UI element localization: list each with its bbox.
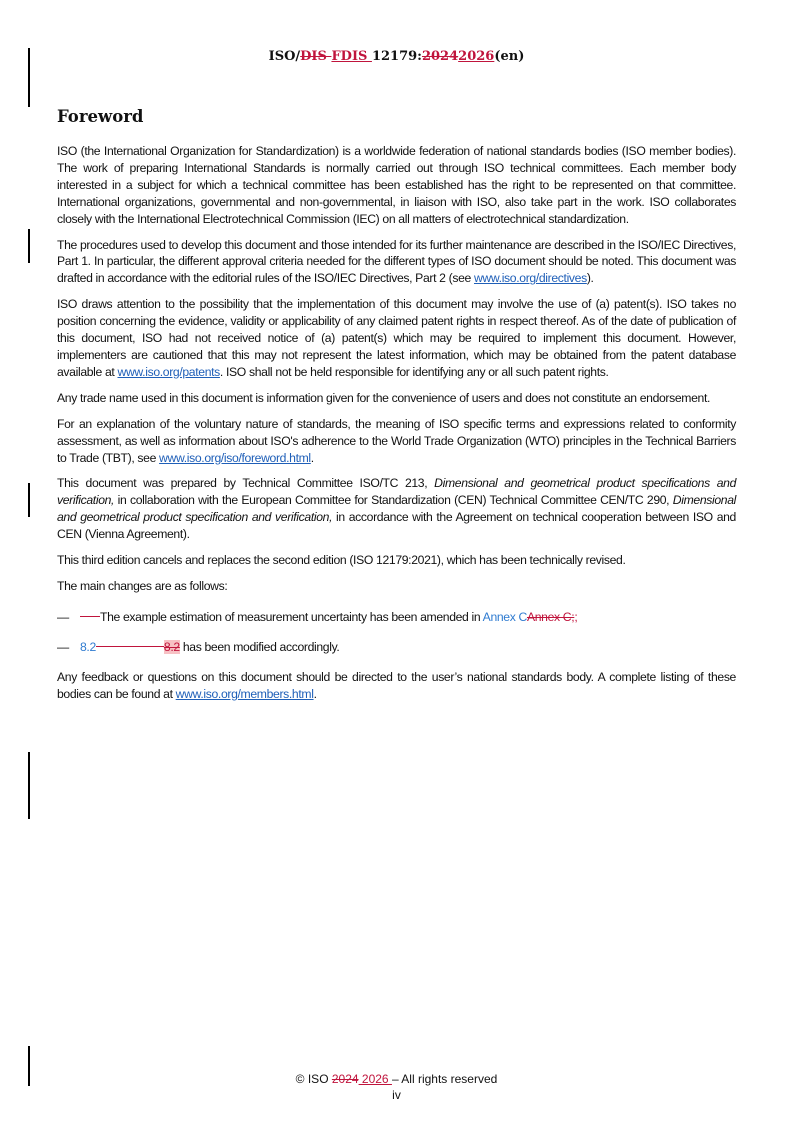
members-link[interactable]: www.iso.org/members.html bbox=[175, 686, 314, 701]
change-text bbox=[80, 609, 577, 626]
deleted-stage: DIS bbox=[300, 49, 332, 64]
paragraph-prepared-by bbox=[57, 475, 736, 543]
paragraph-text: This document was prepared by Technical Committee ISO/TC 213, bbox=[57, 476, 435, 491]
change-bar bbox=[28, 229, 30, 263]
paragraph-voluntary-nature bbox=[57, 416, 736, 467]
paragraph-text: For an explanation of the voluntary nature of standards, the meaning of ISO specific terms and expressions related to conformity assessment, as well as information about ISO's adherence to the World Trade Organization (WTO) principles in the Technical Barriers to Trade (TBT), see bbox=[57, 416, 736, 465]
paragraph-text: in accordance with the Agreement on technical cooperation between ISO and CEN (Vienna Agreement). bbox=[57, 510, 736, 542]
committee-title: Dimensional and geometrical product specifications and verification, bbox=[57, 476, 736, 508]
footer-deleted-year: 2024 bbox=[331, 1072, 359, 1086]
footer-inserted-year: 2026 bbox=[358, 1072, 392, 1086]
paragraph-edition: This third edition cancels and replaces the second edition (ISO 12179:2021), which has been technically revised. bbox=[57, 553, 626, 568]
paragraph-text: . bbox=[310, 450, 314, 465]
paragraph-text: ISO draws attention to the possibility that the implementation of this document may involve the use of (a) patent(s). ISO takes no position concerning the evidence, validity or applicability of any claimed patent rights in respect thereof. As of the date of publication of this document, ISO had not received notice of (a) patent(s) which may be required to implement this document. However, implementers are cautioned that this may not represent the latest information, which may be obtained from the patent database available at bbox=[57, 297, 736, 379]
deleted-annex-ref: Annex C; bbox=[526, 609, 575, 624]
paragraph-procedures bbox=[57, 237, 736, 288]
paragraph-text: ). bbox=[586, 271, 594, 286]
copyright-symbol: © bbox=[295, 1072, 305, 1086]
patents-link[interactable]: www.iso.org/patents bbox=[117, 364, 220, 379]
header-suffix: (en) bbox=[494, 49, 525, 64]
change-bar bbox=[28, 752, 30, 819]
paragraph-text: The example estimation of measurement uncertainty has been amended in bbox=[100, 609, 483, 624]
deleted-clause-ref: 8.2 bbox=[163, 639, 180, 654]
paragraph-text: The procedures used to develop this document and those intended for its further maintenance are described in the ISO/IEC Directives, Part 1. In particular, the different approval criteria needed for the different types of ISO document should be noted. This document was drafted in accordance with the editorial rules of the ISO/IEC Directives, Part 2 (see bbox=[57, 237, 736, 286]
paragraph-text: Any feedback or questions on this document should be directed to the user’s national standards body. A complete listing of these bodies can be found at bbox=[57, 669, 736, 701]
page-number: iv bbox=[392, 1088, 401, 1102]
rights-text: – All rights reserved bbox=[391, 1072, 498, 1086]
paragraph-text: has been modified accordingly. bbox=[179, 639, 340, 654]
paragraph-text: in collaboration with the European Committee for Standardization (CEN) Technical Committee CEN/TC 290, bbox=[114, 493, 673, 508]
change-bar bbox=[28, 483, 30, 517]
paragraph-feedback bbox=[57, 669, 736, 703]
inserted-year: 2026 bbox=[458, 49, 495, 64]
committee-title: Dimensional and geometrical product specification and verification, bbox=[57, 493, 736, 525]
dash-bullet: — bbox=[57, 639, 69, 654]
foreword-link[interactable]: www.iso.org/iso/foreword.html bbox=[159, 450, 311, 465]
deleted-space bbox=[80, 616, 100, 617]
inserted-stage: FDIS bbox=[331, 49, 372, 64]
paragraph-text: . bbox=[313, 686, 317, 701]
annex-c-link[interactable]: Annex C bbox=[482, 609, 527, 624]
document-header bbox=[0, 49, 793, 64]
paragraph-main-changes: The main changes are as follows: bbox=[57, 578, 228, 593]
copyright-line bbox=[0, 1071, 793, 1087]
foreword-body bbox=[57, 143, 736, 711]
paragraph-trade-name: Any trade name used in this document is information given for the convenience of users and does not constitute an endorsement. bbox=[57, 390, 711, 405]
dash-bullet: — bbox=[57, 609, 69, 624]
paragraph-text: . ISO shall not be held responsible for identifying any or all such patent rights. bbox=[219, 364, 609, 379]
section-title: Foreword bbox=[57, 107, 144, 126]
footer-iso: ISO bbox=[304, 1072, 332, 1086]
deleted-space bbox=[96, 646, 164, 647]
page-footer bbox=[0, 1071, 793, 1103]
header-prefix: ISO/ bbox=[268, 49, 301, 64]
clause-8-2-link[interactable]: 8.2 bbox=[80, 639, 96, 654]
change-list-item bbox=[57, 609, 736, 626]
change-list-item bbox=[57, 639, 736, 656]
change-text bbox=[80, 639, 339, 656]
header-number: 12179: bbox=[371, 49, 422, 64]
paragraph-iso-intro: ISO (the International Organization for Standardization) is a worldwide federation of national standards bodies (ISO member bodies). The work of preparing International Standards is normally carried out through ISO technical committees. Each member body interested in a subject for which a technical committee has been established has the right to be represented on that committee. International organizations, governmental and non-governmental, in liaison with ISO, also take part in the work. ISO collaborates closely with the International Electrotechnical Commission (IEC) on all matters of electrotechnical standardization. bbox=[57, 144, 736, 226]
paragraph-patents bbox=[57, 296, 736, 381]
directives-link[interactable]: www.iso.org/directives bbox=[473, 271, 587, 286]
deleted-year: 2024 bbox=[421, 49, 459, 64]
inserted-semicolon: ; bbox=[574, 609, 578, 624]
